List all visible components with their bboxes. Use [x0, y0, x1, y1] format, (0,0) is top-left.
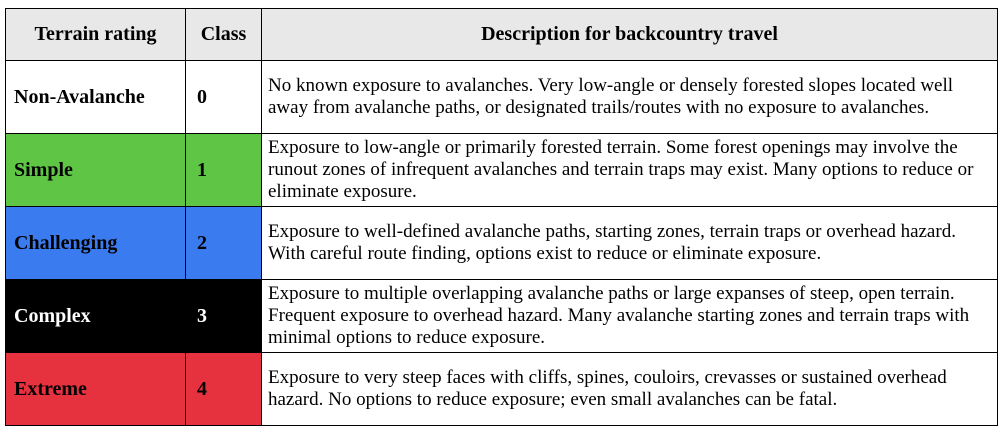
terrain-rating-table	[5, 8, 998, 426]
class-cell-4: 4	[186, 353, 262, 426]
header-class: Class	[186, 9, 262, 61]
description-cell-simple: Exposure to low-angle or primarily forested terrain. Some forest openings may involve the runout zones of infrequent avalanches and terrain traps may exist. Many options to reduce or eliminate exposure.	[262, 134, 998, 207]
class-cell-3: 3	[186, 280, 262, 353]
terrain-rating-table-container	[5, 8, 998, 426]
table-row	[6, 280, 998, 353]
rating-cell-non-avalanche: Non-Avalanche	[6, 61, 186, 134]
class-cell-0: 0	[186, 61, 262, 134]
rating-cell-simple: Simple	[6, 134, 186, 207]
table-row	[6, 134, 998, 207]
table-row	[6, 61, 998, 134]
table-row	[6, 207, 998, 280]
class-cell-1: 1	[186, 134, 262, 207]
header-description: Description for backcountry travel	[262, 9, 998, 61]
header-terrain-rating: Terrain rating	[6, 9, 186, 61]
table-row	[6, 353, 998, 426]
rating-cell-challenging: Challenging	[6, 207, 186, 280]
table-header-row	[6, 9, 998, 61]
rating-cell-extreme: Extreme	[6, 353, 186, 426]
description-cell-challenging: Exposure to well-defined avalanche paths, starting zones, terrain traps or overhead hazard. With careful route finding, options exist to reduce or eliminate exposure.	[262, 207, 998, 280]
description-cell-non-avalanche: No known exposure to avalanches. Very low-angle or densely forested slopes located well away from avalanche paths, or designated trails/routes with no exposure to avalanches.	[262, 61, 998, 134]
description-cell-extreme: Exposure to very steep faces with cliffs, spines, couloirs, crevasses or sustained overhead hazard. No options to reduce exposure; even small avalanches can be fatal.	[262, 353, 998, 426]
description-cell-complex: Exposure to multiple overlapping avalanche paths or large expanses of steep, open terrain. Frequent exposure to overhead hazard. Many avalanche starting zones and terrain traps with minimal options to reduce exposure.	[262, 280, 998, 353]
class-cell-2: 2	[186, 207, 262, 280]
rating-cell-complex: Complex	[6, 280, 186, 353]
